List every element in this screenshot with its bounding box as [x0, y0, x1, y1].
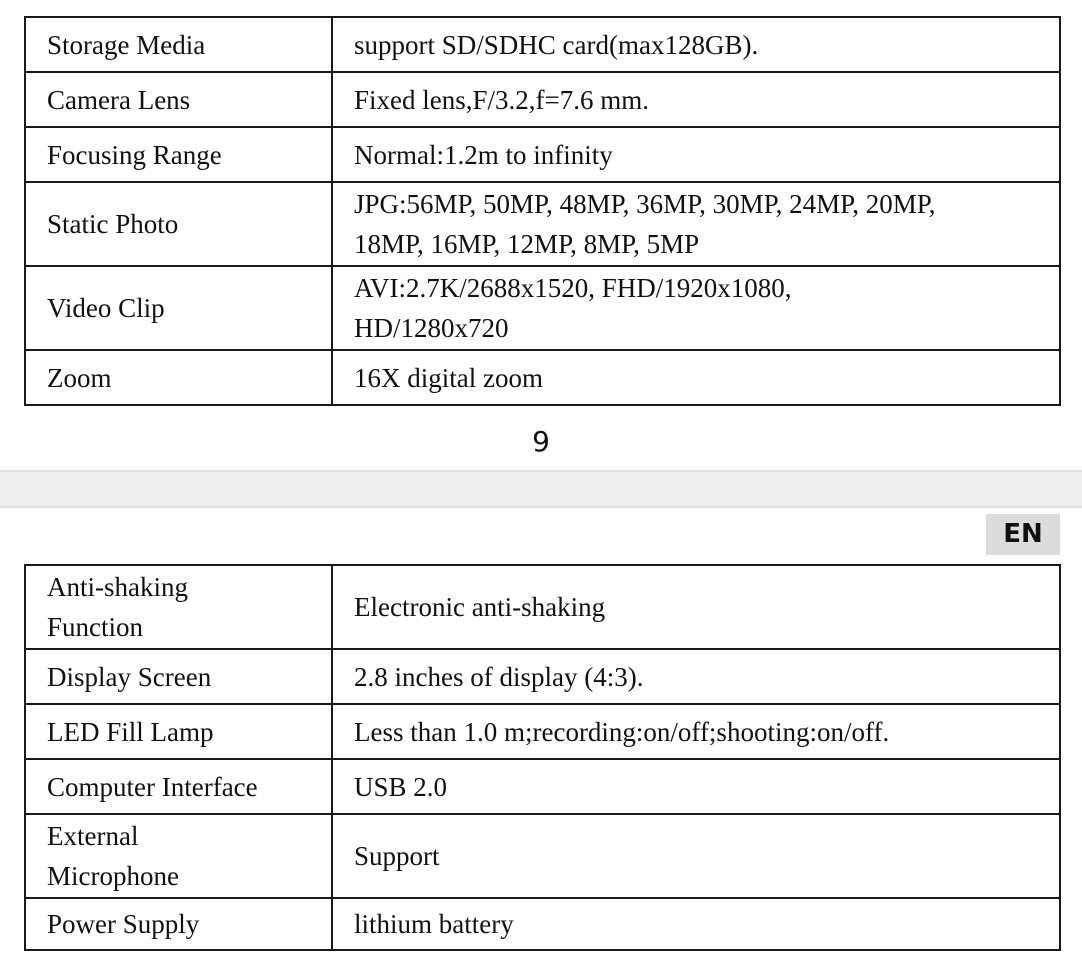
table-row	[25, 350, 1060, 405]
spec-value-line: HD/1280x720	[354, 313, 509, 343]
spec-value: Support	[332, 814, 1060, 898]
spec-label	[25, 814, 332, 898]
spec-label: Computer Interface	[25, 759, 332, 814]
spec-value-line: 18MP, 16MP, 12MP, 8MP, 5MP	[354, 229, 700, 259]
spec-value: USB 2.0	[332, 759, 1060, 814]
spec-label-line: Anti-shaking	[47, 572, 188, 602]
spec-table-bottom	[24, 564, 1061, 951]
spec-value: lithium battery	[332, 898, 1060, 950]
table-row	[25, 704, 1060, 759]
spec-label: Storage Media	[25, 17, 332, 72]
spec-value	[332, 266, 1060, 350]
spec-value: Fixed lens,F/3.2,f=7.6 mm.	[332, 72, 1060, 127]
spec-label-line: Function	[47, 612, 144, 642]
spec-value: Electronic anti-shaking	[332, 565, 1060, 649]
spec-value: support SD/SDHC card(max128GB).	[332, 17, 1060, 72]
spec-value	[332, 182, 1060, 266]
page-number: 9	[532, 425, 550, 458]
spec-label: Power Supply	[25, 898, 332, 950]
spec-label: LED Fill Lamp	[25, 704, 332, 759]
table-row	[25, 814, 1060, 898]
spec-label-line: Microphone	[47, 861, 179, 891]
table-row	[25, 565, 1060, 649]
spec-label: Zoom	[25, 350, 332, 405]
spec-value: Normal:1.2m to infinity	[332, 127, 1060, 182]
spec-label: Focusing Range	[25, 127, 332, 182]
spec-value: 2.8 inches of display (4:3).	[332, 649, 1060, 704]
spec-table-top	[24, 16, 1061, 406]
table-row	[25, 898, 1060, 950]
table-row	[25, 182, 1060, 266]
table-row	[25, 759, 1060, 814]
spec-label: Video Clip	[25, 266, 332, 350]
spec-label: Camera Lens	[25, 72, 332, 127]
spec-value-line: AVI:2.7K/2688x1520, FHD/1920x1080,	[354, 273, 792, 303]
table-row	[25, 127, 1060, 182]
table-row	[25, 266, 1060, 350]
page-separator	[0, 470, 1082, 508]
table-row	[25, 17, 1060, 72]
language-badge: EN	[986, 514, 1060, 555]
spec-value-line: JPG:56MP, 50MP, 48MP, 36MP, 30MP, 24MP, 20MP,	[354, 189, 936, 219]
spec-label	[25, 565, 332, 649]
spec-label: Display Screen	[25, 649, 332, 704]
spec-value: 16X digital zoom	[332, 350, 1060, 405]
table-row	[25, 649, 1060, 704]
spec-value: Less than 1.0 m;recording:on/off;shooting:on/off.	[332, 704, 1060, 759]
spec-label: Static Photo	[25, 182, 332, 266]
spec-label-line: External	[47, 821, 139, 851]
table-row	[25, 72, 1060, 127]
